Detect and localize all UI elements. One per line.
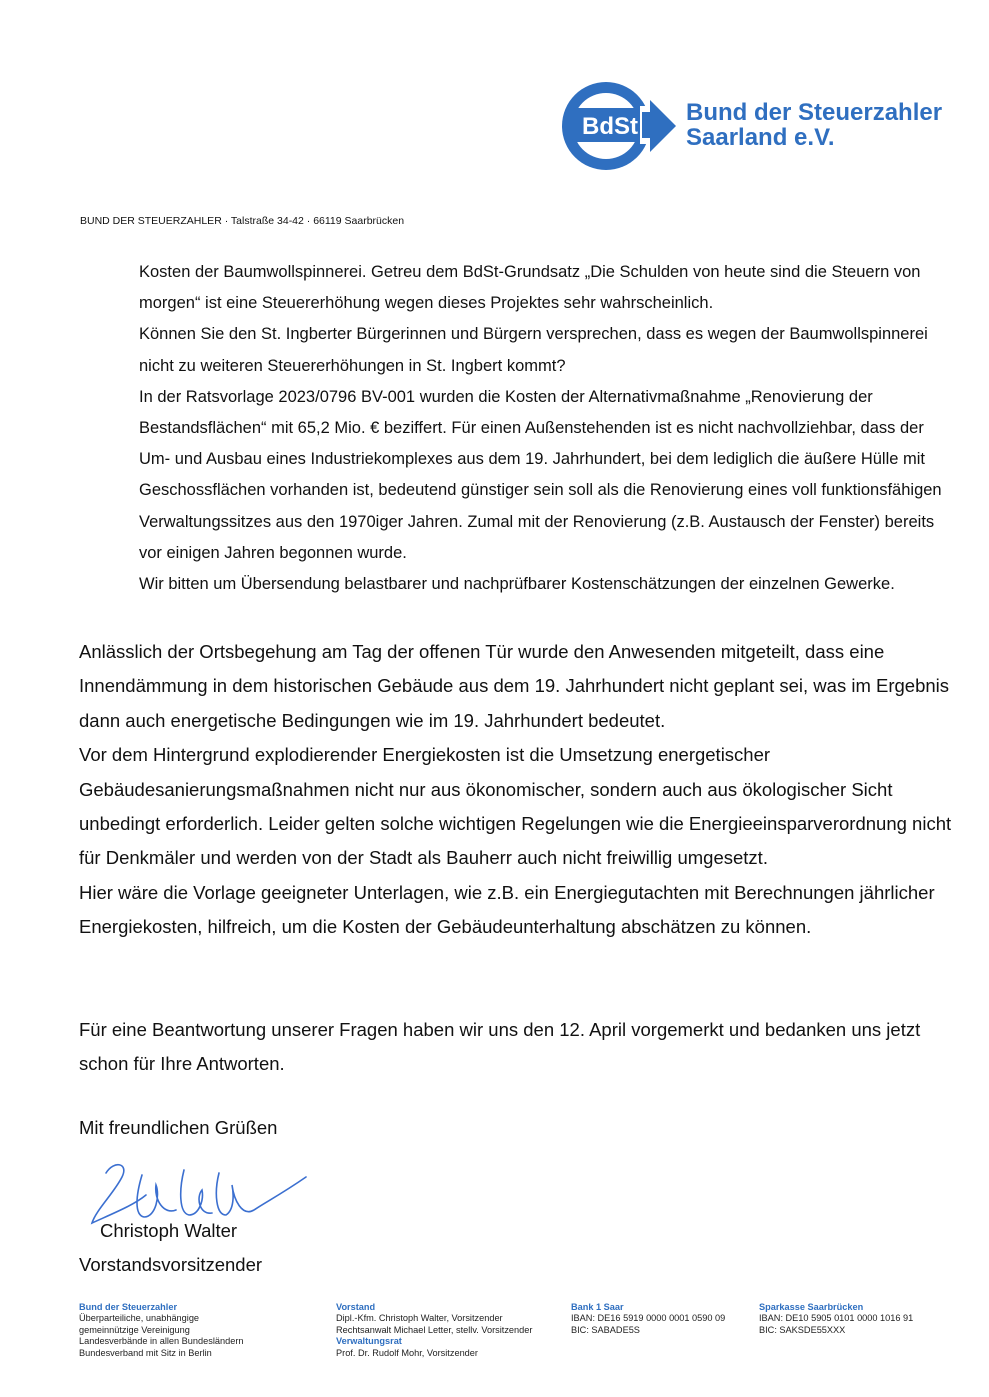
closing-text-block bbox=[79, 1013, 969, 1081]
footer-line: Rechtsanwalt Michael Letter, stellv. Vorsitzender bbox=[336, 1324, 533, 1335]
signer-title: Vorstandsvorsitzender bbox=[79, 1254, 263, 1275]
footer-col-organization bbox=[79, 1302, 243, 1359]
footer-line: BIC: SABADE5S bbox=[571, 1324, 640, 1335]
paragraph: Wir bitten um Übersendung belastbarer und nachprüfbarer Kostenschätzungen der einzelnen Gewerke. bbox=[139, 575, 895, 594]
footer-col-bank2 bbox=[759, 1302, 913, 1336]
org-name-line2: Saarland e.V. bbox=[686, 124, 835, 151]
paragraph: Hier wäre die Vorlage geeigneter Unterlagen, wie z.B. ein Energiegutachten mit Berechnungen jährlicher Energiekosten, hilfreich, um die Kosten der Gebäudeunterhaltung abschätzen zu können. bbox=[79, 881, 935, 938]
footer-heading: Verwaltungsrat bbox=[336, 1336, 402, 1347]
footer-line: Bundesverband mit Sitz in Berlin bbox=[79, 1347, 212, 1358]
signer-name: Christoph Walter bbox=[100, 1220, 238, 1241]
footer-heading: Bund der Steuerzahler bbox=[79, 1302, 178, 1312]
paragraph: In der Ratsvorlage 2023/0796 BV-001 wurden die Kosten der Alternativmaßnahme „Renovierung der Bestandsflächen“ mit 65,2 Mio. € beziffert. Für einen Außenstehenden ist es nicht nachvollziehbar, dass der Um- und Ausbau eines Industriekomplexes aus dem 19. Jahrhundert, bei dem lediglich die äußere Hülle mit Geschossflächen vorhanden ist, bedeutend günstiger sein soll als die Renovierung eines voll funktionsfähigen Verwaltungssitzes aus den 1970iger Jahren. Zumal mit der Renovierung (z.B. Austausch der Fenster) bereits vor einigen Jahren begonnen wurde. bbox=[139, 387, 942, 562]
footer-line: IBAN: DE10 5905 0101 0000 1016 91 bbox=[759, 1313, 914, 1324]
org-logo bbox=[558, 78, 958, 178]
indented-text-block bbox=[139, 257, 959, 600]
footer-heading: Vorstand bbox=[336, 1302, 376, 1312]
footer-heading: Sparkasse Saarbrücken bbox=[759, 1302, 864, 1312]
org-name bbox=[686, 100, 942, 150]
paragraph: Kosten der Baumwollspinnerei. Getreu dem BdSt-Grundsatz „Die Schulden von heute sind die Steuern von morgen“ ist eine Steuererhöhung wegen dieses Projektes sehr wahrscheinlich. bbox=[139, 263, 921, 313]
footer-line: IBAN: DE16 5919 0000 0001 0590 09 bbox=[571, 1313, 726, 1324]
footer-heading: Bank 1 Saar bbox=[571, 1302, 624, 1312]
footer-line: Landesverbände in allen Bundesländern bbox=[79, 1336, 244, 1347]
sender-address-line: BUND DER STEUERZAHLER · Talstraße 34-42 · 66119 Saarbrücken bbox=[80, 215, 405, 227]
footer-line: Überparteiliche, unabhängige bbox=[79, 1313, 200, 1324]
paragraph: Können Sie den St. Ingberter Bürgerinnen und Bürgern versprechen, dass es wegen der Baumwollspinnerei nicht zu weiteren Steuererhöhungen in St. Ingbert kommt? bbox=[139, 325, 928, 375]
footer-col-bank1 bbox=[571, 1302, 725, 1336]
footer-col-board bbox=[336, 1302, 532, 1359]
org-name-line1: Bund der Steuerzahler bbox=[686, 99, 943, 126]
main-text-block bbox=[79, 635, 969, 945]
footer-line: Prof. Dr. Rudolf Mohr, Vorsitzender bbox=[336, 1347, 478, 1358]
bdst-logo-icon bbox=[558, 78, 680, 174]
footer-line: gemeinnützige Vereinigung bbox=[79, 1324, 190, 1335]
paragraph: Vor dem Hintergrund explodierender Energiekosten ist die Umsetzung energetischer Gebäudesanierungsmaßnahmen nicht nur aus ökonomischer, sondern auch aus ökologischer Sicht unbedingt erforderlich. Leider gelten solche wichtigen Regelungen wie die Energieeinsparverordnung nicht für Denkmäler und werden von der Stadt als Bauherr auch nicht freiwillig umgesetzt. bbox=[79, 744, 952, 869]
closing-paragraph: Für eine Beantwortung unserer Fragen haben wir uns den 12. April vorgemerkt und bedanken uns jetzt schon für Ihre Antworten. bbox=[79, 1019, 921, 1074]
footer-line: Dipl.-Kfm. Christoph Walter, Vorsitzender bbox=[336, 1313, 503, 1324]
logo-mark-text: BdSt bbox=[582, 113, 638, 140]
footer-line: BIC: SAKSDE55XXX bbox=[759, 1324, 846, 1335]
greeting: Mit freundlichen Grüßen bbox=[79, 1117, 278, 1138]
paragraph: Anlässlich der Ortsbegehung am Tag der offenen Tür wurde den Anwesenden mitgeteilt, dass eine Innendämmung in dem historischen Gebäude aus dem 19. Jahrhundert nicht geplant sei, was im Ergebnis dann auch energetische Bedingungen wie im 19. Jahrhundert bedeutet. bbox=[79, 641, 950, 731]
